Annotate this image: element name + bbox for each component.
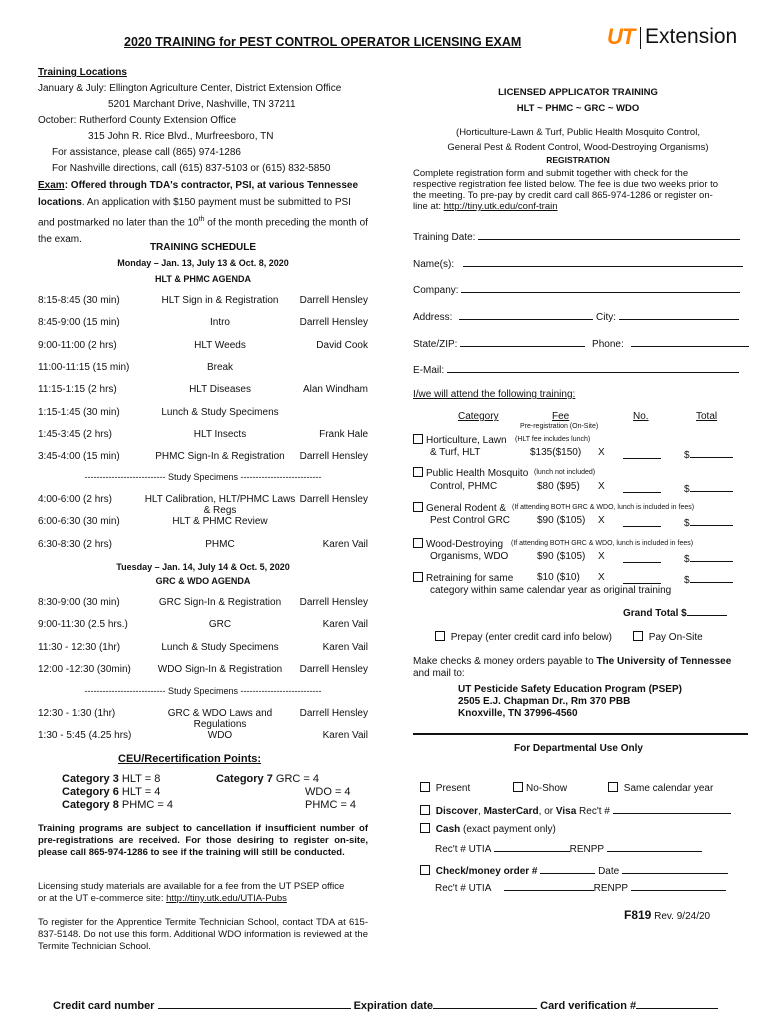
schedule-row	[38, 619, 368, 633]
fee-header: Fee	[552, 411, 570, 422]
wdo-number-field[interactable]	[623, 552, 661, 563]
schedule-time: 11:00-11:15 (15 min)	[38, 361, 130, 373]
wdo-total-field[interactable]: $	[684, 551, 733, 565]
payonsite-checkbox[interactable]	[633, 631, 643, 641]
schedule-activity: WDO	[207, 730, 233, 742]
noshow-option[interactable]: No-Show	[513, 782, 567, 794]
option-hlt[interactable]: Horticulture, Lawn (HLT fee includes lunch)	[413, 434, 507, 446]
schedule-row	[38, 407, 368, 421]
schedule-time: 8:45-9:00 (15 min)	[38, 317, 120, 329]
schedule-row	[38, 664, 368, 678]
state-zip-field[interactable]: State/ZIP: Phone:	[413, 336, 749, 350]
cash-receipt-fields[interactable]: Rec't # UTIA RENPP	[435, 841, 702, 855]
wdo-checkbox[interactable]	[413, 538, 423, 548]
city-field[interactable]	[619, 309, 739, 320]
wdo-fee: $90 ($105)	[537, 551, 586, 562]
check-option[interactable]: Check/money order # Date	[420, 863, 728, 877]
schedule-activity: HLT Sign in & Registration	[161, 295, 279, 306]
schedule-speaker: Darrell Hensley	[299, 451, 368, 463]
schedule-row	[38, 708, 368, 730]
ceu-left: Category 3 HLT = 8 Category 6 HLT = 4 Category 8 PHMC = 4	[62, 773, 173, 811]
option-retraining[interactable]: Retraining for same	[413, 572, 513, 584]
schedule-time: 6:30-8:30 (2 hrs)	[38, 538, 112, 550]
schedule-activity: Intro	[209, 317, 230, 329]
schedule-row	[38, 295, 368, 309]
credit-card-checkbox[interactable]	[420, 805, 430, 815]
schedule-speaker: David Cook	[316, 339, 368, 351]
schedule-heading: TRAINING SCHEDULE	[149, 242, 257, 253]
phmc-number-field[interactable]	[623, 482, 661, 493]
schedule-time: 1:15-1:45 (30 min)	[38, 406, 120, 418]
retraining-number-field[interactable]	[623, 573, 661, 584]
samecal-checkbox[interactable]	[608, 782, 618, 792]
wdo-label-2: Organisms, WDO	[430, 551, 509, 562]
category-header: Category	[458, 411, 499, 422]
schedule-row	[38, 384, 368, 398]
retraining-label-2: category within same calendar year as original training	[430, 585, 672, 596]
logo-text: Extension	[645, 25, 738, 48]
schedule-time: 6:00-6:30 (30 min)	[38, 516, 120, 528]
schedule-time: 8:30-9:00 (30 min)	[38, 597, 120, 608]
schedule-row	[38, 317, 368, 331]
payment-footer[interactable]: Credit card number Expiration date Card verification #	[53, 997, 718, 1012]
schedule-activity: HLT Calibration, HLT/PHMC Laws & Regs	[144, 494, 296, 516]
schedule-row	[38, 429, 368, 443]
registration-heading: REGISTRATION	[546, 155, 610, 165]
schedule-row	[38, 539, 368, 553]
schedule-activity: HLT Diseases	[189, 384, 251, 396]
study-specimens-divider: --------------------------- Study Specimens ---------------------------	[84, 472, 322, 482]
termite-note: To register for the Apprentice Termite Technician School, contact TDA at 615-837-5148. Do not use this form. Additional WDO information is reviewed at the Termite Technician School.	[38, 917, 368, 952]
ut-extension-logo	[607, 24, 743, 52]
x-mark: X	[598, 447, 605, 458]
schedule-time: 1:45-3:45 (2 hrs)	[38, 428, 112, 440]
ut-mark-icon: UT	[607, 24, 635, 49]
schedule-speaker: Frank Hale	[319, 428, 368, 440]
no-header: No.	[633, 411, 649, 422]
grc-total-field[interactable]: $	[684, 515, 733, 529]
day1-dates: Monday – Jan. 13, July 13 & Oct. 8, 2020	[117, 258, 289, 268]
cash-option[interactable]: Cash (exact payment only)	[420, 823, 556, 835]
schedule-speaker: Karen Vail	[322, 730, 368, 742]
schedule-activity: WDO Sign-In & Registration	[157, 663, 283, 675]
option-phmc[interactable]: Public Health Mosquito (lunch not included)	[413, 467, 528, 479]
schedule-time: 1:30 - 5:45 (4.25 hrs)	[38, 730, 132, 742]
schedule-activity: GRC	[208, 619, 232, 631]
locations-heading: Training Locations	[38, 67, 127, 78]
schedule-speaker: Karen Vail	[322, 538, 368, 550]
schedule-row	[38, 340, 368, 354]
total-header: Total	[696, 411, 718, 422]
address-field[interactable]: Address: City:	[413, 309, 739, 323]
jan-july-location: January & July: Ellington Agriculture Center, District Extension Office	[38, 83, 342, 94]
schedule-time: 9:00-11:30 (2.5 hrs.)	[38, 619, 128, 631]
company-field[interactable]: Company:	[413, 282, 740, 296]
prepay-option[interactable]: Prepay (enter credit card info below)	[435, 631, 612, 643]
schedule-activity: HLT Weeds	[194, 339, 246, 351]
attend-label: I/we will attend the following training:	[413, 389, 576, 400]
lat-codes: HLT ~ PHMC ~ GRC ~ WDO	[516, 103, 640, 114]
hlt-checkbox[interactable]	[413, 434, 423, 444]
schedule-row	[38, 451, 368, 465]
phmc-label-2: Control, PHMC	[430, 481, 498, 492]
october-location: October: Rutherford County Extension Office	[38, 115, 237, 126]
phmc-total-field[interactable]: $	[684, 481, 733, 495]
schedule-speaker: Karen Vail	[322, 619, 368, 631]
schedule-time: 4:00-6:00 (2 hrs)	[38, 494, 112, 505]
x-mark: X	[598, 515, 605, 526]
option-wdo[interactable]: Wood-Destroying (If attending BOTH GRC & WDO, lunch is included in fees)	[413, 538, 503, 550]
x-mark: X	[598, 551, 605, 562]
schedule-row	[38, 642, 368, 656]
grc-checkbox[interactable]	[413, 502, 423, 512]
x-mark: X	[598, 572, 605, 583]
schedule-time: 3:45-4:00 (15 min)	[38, 451, 120, 463]
mailing-address: UT Pesticide Safety Education Program (PSEP) 2505 E.J. Chapman Dr., Rm 370 PBB Knoxville, TN 37996-4560	[458, 684, 682, 719]
schedule-speaker: Darrell Hensley	[299, 663, 368, 675]
schedule-row	[38, 362, 368, 376]
schedule-activity: HLT Insects	[193, 428, 247, 440]
ceu-right: Category 7 GRC = 4 WDO = 4 PHMC = 4	[216, 773, 357, 811]
schedule-activity: PHMC Sign-In & Registration	[155, 451, 285, 463]
email-field[interactable]: E-Mail:	[413, 362, 739, 376]
preregistration-note: Pre-registration (On-Site)	[520, 423, 599, 430]
schedule-speaker: Alan Windham	[302, 384, 368, 396]
page-title: 2020 TRAINING for PEST CONTROL OPERATOR LICENSING EXAM	[124, 35, 522, 49]
schedule-row	[38, 494, 368, 516]
schedule-time: 8:15-8:45 (30 min)	[38, 295, 120, 306]
schedule-activity: HLT & PHMC Review	[172, 516, 268, 528]
schedule-speaker: Darrell Hensley	[299, 708, 368, 719]
registration-instructions: Complete registration form and submit together with check for the respective registration fee listed below. The fee is due two weeks prior to the meeting. To pre-pay by credit card call 865-974-1286 or register on- line at: http://tiny.utk.edu/conf-train	[413, 168, 719, 212]
lat-description: (Horticulture-Lawn & Turf, Public Health Mosquito Control, General Pest & Rodent Control, Wood-Destroying Organisms)	[447, 127, 709, 153]
day2-agenda: GRC & WDO AGENDA	[155, 576, 251, 586]
option-grc[interactable]: General Rodent & (If attending BOTH GRC & WDO, lunch is included in fees)	[413, 502, 506, 514]
schedule-activity: GRC Sign-In & Registration	[158, 597, 282, 608]
check-checkbox[interactable]	[420, 865, 430, 875]
credit-card-option[interactable]: Discover, MasterCard, or Visa Rec't #	[420, 803, 731, 817]
schedule-speaker: Darrell Hensley	[299, 494, 368, 505]
lat-heading: LICENSED APPLICATOR TRAINING	[498, 87, 658, 98]
schedule-speaker: Karen Vail	[322, 641, 368, 653]
schedule-time: 11:15-1:15 (2 hrs)	[38, 384, 117, 396]
october-address: 315 John R. Rice Blvd., Murfreesboro, TN	[88, 131, 274, 142]
training-locations	[38, 65, 368, 248]
prepay-checkbox[interactable]	[435, 631, 445, 641]
schedule-time: 12:30 - 1:30 (1hr)	[38, 708, 116, 719]
schedule-activity: GRC & WDO Laws and Regulations	[167, 708, 273, 730]
schedule-speaker: Darrell Hensley	[299, 597, 368, 608]
schedule-row	[38, 597, 368, 611]
schedule-speaker: Darrell Hensley	[299, 317, 368, 329]
phmc-checkbox[interactable]	[413, 467, 423, 477]
conf-train-link[interactable]: http://tiny.utk.edu/conf-train	[443, 201, 558, 212]
hlt-total-field[interactable]: $	[684, 447, 733, 461]
schedule-activity: PHMC	[205, 538, 235, 550]
schedule-activity: Lunch & Study Specimens	[161, 406, 279, 418]
study-materials-note: Licensing study materials are available for a fee from the UT PSEP office or at the UT e-commerce site: http://tiny.utk.edu/UTIA-Pubs	[38, 881, 345, 904]
schedule-time: 9:00-11:00 (2 hrs)	[38, 339, 117, 351]
office-heading: For Departmental Use Only	[514, 743, 643, 754]
retraining-fee: $10 ($10)	[537, 572, 580, 583]
check-receipt-fields[interactable]: Rec't # UTIA RENPP	[435, 880, 726, 894]
cancellation-notice: Training programs are subject to cancellation if insufficient number of pre-registrations are received. For those desiring to register on-site, please call 865-974-1286 to see if the training will still be conducted.	[38, 823, 368, 858]
day2-dates: Tuesday – Jan. 14, July 14 & Oct. 5, 2020	[116, 562, 290, 572]
day1-agenda: HLT & PHMC AGENDA	[155, 274, 251, 284]
names-field[interactable]: Name(s):	[413, 256, 743, 270]
cash-checkbox[interactable]	[420, 823, 430, 833]
schedule-row	[38, 730, 368, 744]
city-label: City:	[596, 312, 617, 323]
present-option[interactable]: Present	[420, 782, 470, 794]
assistance-phone: For assistance, please call (865) 974-1286	[52, 147, 241, 158]
ceu-heading: CEU/Recertification Points:	[118, 753, 262, 765]
schedule-time: 12:00 -12:30 (30min)	[38, 663, 131, 675]
grand-total-field[interactable]: Grand Total $	[623, 605, 727, 619]
grc-fee: $90 ($105)	[537, 515, 586, 526]
noshow-checkbox[interactable]	[513, 782, 523, 792]
divider-line	[413, 733, 748, 735]
form-number: F819 Rev. 9/24/20	[624, 908, 711, 922]
jan-july-address: 5201 Marchant Drive, Nashville, TN 37211	[108, 99, 296, 110]
payonsite-option[interactable]: Pay On-Site	[633, 631, 703, 643]
study-specimens-divider-2: --------------------------- Study Specimens ---------------------------	[84, 686, 322, 696]
schedule-activity: Lunch & Study Specimens	[161, 641, 279, 653]
utia-pubs-link[interactable]: http://tiny.utk.edu/UTIA-Pubs	[166, 893, 287, 904]
grc-number-field[interactable]	[623, 516, 661, 527]
nashville-directions: For Nashville directions, call (615) 837-5103 or (615) 832-5850	[52, 163, 331, 174]
training-date-field[interactable]: Training Date:	[413, 229, 740, 243]
hlt-fee: $135($150)	[530, 447, 582, 458]
schedule-speaker: Darrell Hensley	[299, 295, 368, 306]
hlt-number-field[interactable]	[623, 448, 661, 459]
hlt-label-2: & Turf, HLT	[430, 447, 481, 458]
samecal-option[interactable]: Same calendar year	[608, 782, 713, 794]
exam-info: Exam: Offered through TDA's contractor, PSI, at various Tennessee locations. An application with $150 payment must be submitted to PSI and postmarked no later than the 10th of the month preceding the month of the exam.	[38, 180, 368, 246]
retraining-checkbox[interactable]	[413, 572, 423, 582]
schedule-time: 11:30 - 12:30 (1hr)	[38, 641, 121, 653]
x-mark: X	[598, 481, 605, 492]
retraining-total-field[interactable]: $	[684, 572, 733, 586]
grc-label-2: Pest Control GRC	[430, 515, 511, 526]
present-checkbox[interactable]	[420, 782, 430, 792]
phmc-fee: $80 ($95)	[537, 481, 580, 492]
phone-label: Phone:	[592, 339, 624, 350]
payable-instructions: Make checks & money orders payable to The University of Tennessee and mail to:	[413, 656, 732, 679]
schedule-row	[38, 516, 368, 530]
phone-field[interactable]	[631, 336, 749, 347]
schedule-activity: Break	[206, 361, 234, 373]
